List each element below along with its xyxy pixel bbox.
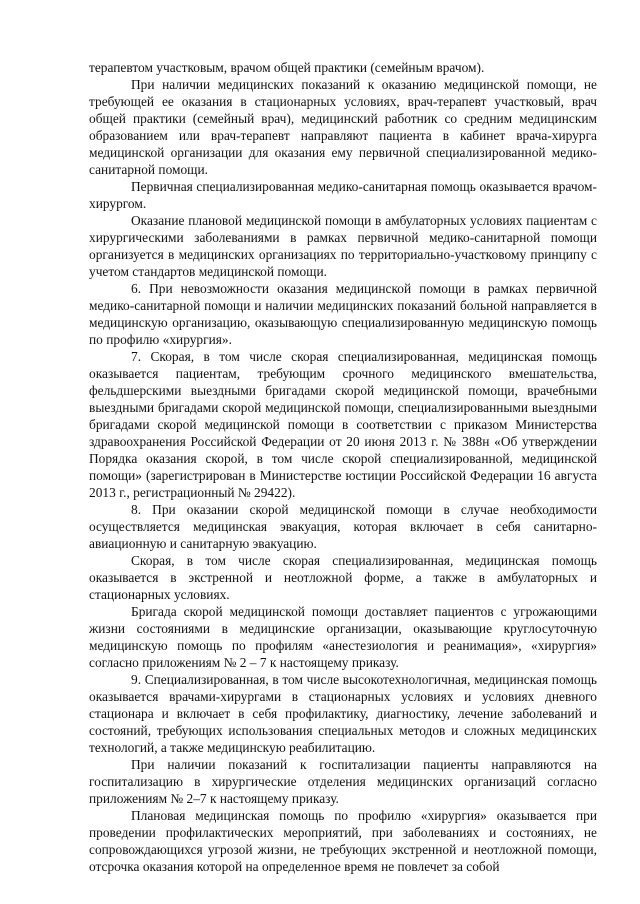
paragraph-item-6: 6. При невозможности оказания медицинской помощи в рамках первичной медико-санитарной помощи и наличии медицинских показаний больной направляется в медицинскую организацию, оказывающую специализированную медицинскую помощь по профилю «хирургия». — [89, 281, 597, 347]
paragraph-referral: При наличии медицинских показаний к оказанию медицинской помощи, не требующей ее оказания в стационарных условиях, врач-терапевт участковый, врач общей практики (семейный врач), медицинский работник со средним медицинским образованием или врач-терапевт направляют пациента в кабинет врача-хирурга медицинской организации для оказания ему первичной специализированной медико-санитарной помощи. — [89, 77, 597, 177]
paragraph-primary-care: Первичная специализированная медико-санитарная помощь оказывается врачом-хирургом. — [89, 179, 597, 211]
paragraph-emergency-forms: Скорая, в том числе скорая специализированная, медицинская помощь оказывается в экстренной и неотложной форме, а также в амбулаторных и стационарных условиях. — [89, 553, 597, 602]
paragraph-item-9: 9. Специализированная, в том числе высокотехнологичная, медицинская помощь оказывается врачами-хирургами в стационарных условиях и условиях дневного стационара и включает в себя профилактику, диагностику, лечение заболеваний и состояний, требующих использования специальных методов и сложных медицинских технологий, а также медицинскую реабилитацию. — [89, 672, 597, 755]
paragraph-ambulance-team: Бригада скорой медицинской помощи доставляет пациентов с угрожающими жизни состояниями в медицинские организации, оказывающие круглосуточную медицинскую помощь по профилям «анестезиология и реанимация», «хирургия» согласно приложениям № 2 – 7 к настоящему приказу. — [89, 604, 597, 670]
paragraph-hospitalization: При наличии показаний к госпитализации пациенты направляются на госпитализацию в хирургические отделения медицинских организаций согласно приложениям № 2–7 к настоящему приказу. — [89, 757, 597, 806]
paragraph-continuation: терапевтом участковым, врачом общей практики (семейным врачом). — [89, 60, 485, 75]
paragraph-item-7: 7. Скорая, в том числе скорая специализированная, медицинская помощь оказывается пациентам, требующим срочного медицинского вмешательства, фельдшерскими выездными бригадами скорой медицинской помощи, врачебными выездными бригадами скорой медицинской помощи, специализированными выездными бригадами скорой медицинской помощи в соответствии с приказом Министерства здравоохранения Российской Федерации от 20 июня 2013 г. № 388н «Об утверждении Порядка оказания скорой, в том числе скорой специализированной, медицинской помощи» (зарегистрирован в Министерстве юстиции Российской Федерации 16 августа 2013 г., регистрационный № 29422). — [89, 349, 597, 500]
paragraph-planned-outpatient: Оказание плановой медицинской помощи в амбулаторных условиях пациентам с хирургическими заболеваниями в рамках первичной медико-санитарной помощи организуется в медицинских организациях по территориально-участковому принципу с учетом стандартов медицинской помощи. — [89, 213, 597, 279]
paragraph-item-8: 8. При оказании скорой медицинской помощи в случае необходимости осуществляется медицинская эвакуация, которая включает в себя санитарно-авиационную и санитарную эвакуацию. — [89, 502, 597, 551]
paragraph-planned-care: Плановая медицинская помощь по профилю «хирургия» оказывается при проведении профилактических мероприятий, при заболеваниях и состояниях, не сопровождающихся угрозой жизни, не требующих экстренной и неотложной помощи, отсрочка оказания которой на определенное время не повлечет за собой — [89, 808, 597, 874]
